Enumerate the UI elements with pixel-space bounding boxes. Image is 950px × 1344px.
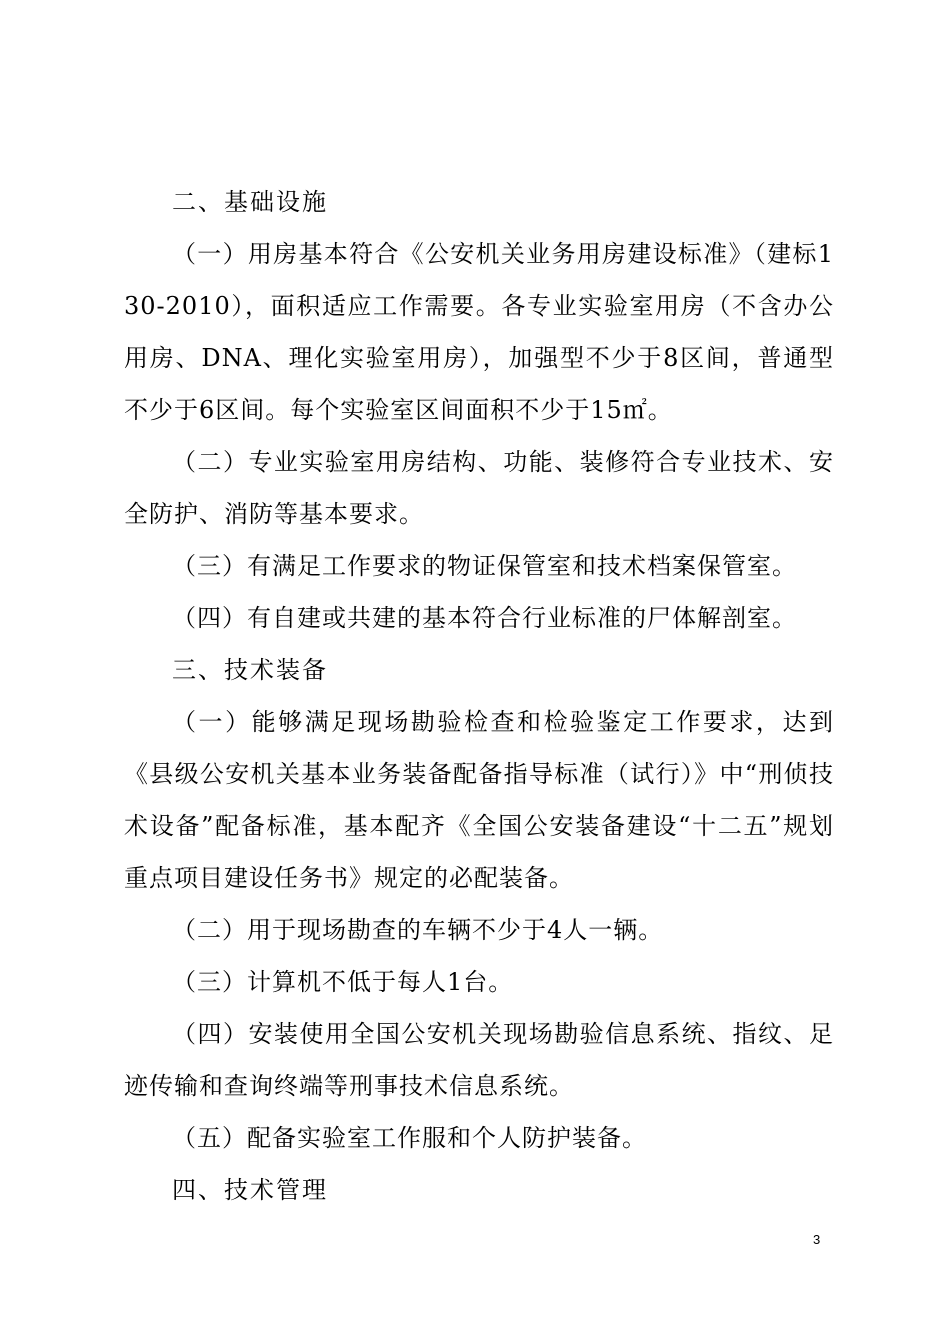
paragraph-equipment-4: （四）安装使用全国公安机关现场勘验信息系统、指纹、足迹传输和查询终端等刑事技术信息系统。	[124, 1020, 834, 1100]
paragraph-equipment-3: （三）计算机不低于每人1台。	[172, 968, 514, 996]
paragraph-equipment-2: （二）用于现场勘查的车辆不少于4人一辆。	[172, 916, 664, 944]
paragraph-infrastructure-4: （四）有自建或共建的基本符合行业标准的尸体解剖室。	[172, 604, 797, 632]
paragraph-equipment-1: （一）能够满足现场勘验检查和检验鉴定工作要求，达到《县级公安机关基本业务装备配备指导标准（试行）》中“刑侦技术设备”配备标准，基本配齐《全国公安装备建设“十二五”规划重点项目建设任务书》规定的必配装备。	[124, 708, 834, 892]
section-heading-technical-management: 四、技术管理	[172, 1176, 328, 1204]
paragraph-equipment-5: （五）配备实验室工作服和个人防护装备。	[172, 1124, 647, 1152]
page-number: 3	[813, 1232, 821, 1247]
paragraph-infrastructure-3: （三）有满足工作要求的物证保管室和技术档案保管室。	[172, 552, 797, 580]
document-body	[124, 176, 834, 1216]
paragraph-infrastructure-1: （一）用房基本符合《公安机关业务用房建设标准》（建标130-2010），面积适应工作需要。各专业实验室用房（不含办公用房、DNA、理化实验室用房），加强型不少于8区间，普通型不少于6区间。每个实验室区间面积不少于15㎡。	[124, 240, 834, 424]
section-heading-infrastructure: 二、基础设施	[172, 188, 328, 216]
section-heading-equipment: 三、技术装备	[172, 656, 328, 684]
paragraph-infrastructure-2: （二）专业实验室用房结构、功能、装修符合专业技术、安全防护、消防等基本要求。	[124, 448, 834, 528]
